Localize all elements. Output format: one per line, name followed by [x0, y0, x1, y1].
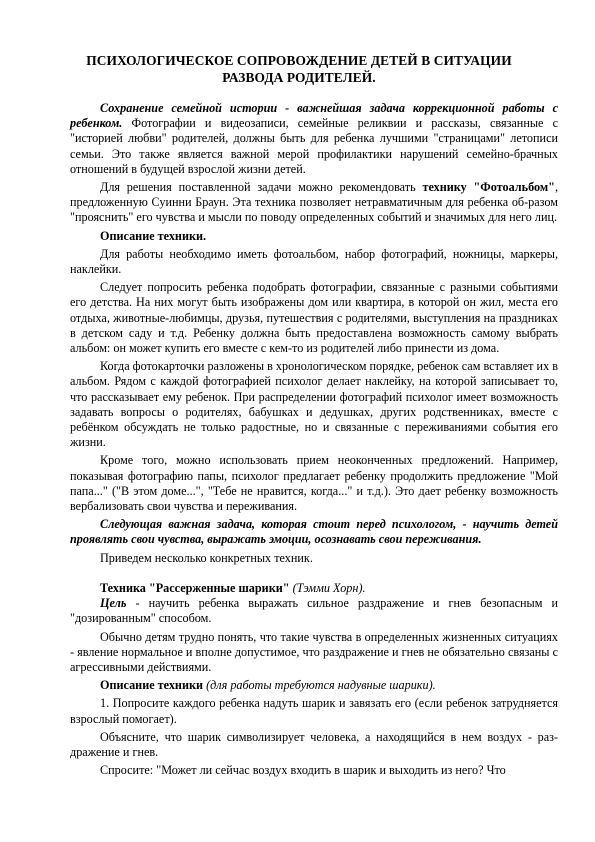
paragraph-feelings-normal: Обычно детям трудно понять, что такие чувства в определенных жизненных ситуациях - явление нормальное и вполне допустимое, что раздражение и гнев не обязательно связаны с агрессивными действиями.	[70, 629, 558, 674]
page-title	[40, 52, 558, 86]
paragraph-family-history	[70, 101, 558, 177]
body-text	[70, 101, 558, 778]
paragraph-step-1: 1. Попросите каждого ребенка надуть шарик и завязать его (если ребенок затрудняется взрослый помогает).	[70, 696, 558, 726]
technique-title: Техника "Рассерженные шарики"	[100, 580, 290, 595]
paragraph-unfinished-sentences: Кроме того, можно использовать прием неоконченных предложений. Например, показывая фотографию папы, психолог предлагает ребенку продолжить предложение "Мой папа..." ("В этом доме...", "Тебе не нравится, когда..." и т.д.). Это дает ребенку возможность вербализовать свои чувства и переживания.	[70, 453, 558, 514]
title-line-2: РАЗВОДА РОДИТЕЛЕЙ.	[222, 70, 376, 85]
paragraph-materials: Для работы необходимо иметь фотоальбом, набор фотографий, ножницы, маркеры, наклейки.	[70, 246, 558, 277]
paragraph-goal	[70, 596, 558, 626]
paragraph-text: - научить ребенка выражать сильное раздражение и гнев безопасным и "дозированным" способом.	[70, 596, 558, 626]
paragraph-ask-question: Спросите: "Может ли сейчас воздух входить в шарик и выходить из него? Что	[100, 763, 506, 778]
paragraph-next-task: Следующая важная задача, которая стоит перед психологом, - научить детей проявлять свои чувства, выражать эмоции, осознавать свои переживания.	[70, 517, 558, 547]
goal-label: Цель	[100, 596, 127, 611]
paragraph-text: Для решения поставленной задачи можно рекомендовать	[100, 180, 423, 195]
paragraph-technique-description	[70, 678, 558, 693]
title-line-1: ПСИХОЛОГИЧЕСКОЕ СОПРОВОЖДЕНИЕ ДЕТЕЙ В СИТУАЦИИ	[86, 53, 512, 68]
technique-name: технику "Фотоальбом"	[422, 180, 555, 195]
section-heading: Описание техники.	[100, 228, 207, 243]
paragraph-text: , предложенную Суинни Браун. Эта техника позволяет нетравматичным для ребенка об-разом "прояснить" его чувства и мысли по поводу определенных событий и значимых для него лиц.	[70, 180, 558, 225]
paragraph-select-photos: Следует попросить ребенка подобрать фотографии, связанные с разными событиями его детства. На них могут быть изображены дом или квартира, в которой он жил, места его отдыха, животные-любимцы, друзья, путешествия с родителями, выступления на праздниках в детском саду и т.д. Ребенку должна быть предоставлена возможность самому выбрать альбом: он может купить его вместе с кем-то из родителей либо принести из дома.	[70, 280, 558, 356]
paragraph-photoalbum-intro	[70, 180, 558, 226]
paragraph-techniques-intro: Приведем несколько конкретных техник.	[100, 550, 313, 565]
paragraph-text: Фотографии и видеозаписи, семейные реликвии и рассказы, связанные с "историей любви" родителей, должны быть для ребенка лучшими "страницами" летописи семьи. Это также является важной мерой профилактики нарушений семейно-брачных отношений в будущей взрослой жизни детей.	[70, 116, 558, 176]
technique-heading	[70, 581, 558, 596]
description-note: (для работы требуются надувные шарики).	[203, 678, 436, 693]
paragraph-explain-balloon: Объясните, что шарик символизирует человека, а находящийся в нем воздух - раз-дражение и гнев.	[70, 729, 558, 759]
description-label: Описание техники	[100, 678, 204, 693]
technique-author: (Тэмми Хорн).	[289, 580, 366, 595]
emphasis-text: Сохранение семейной истории - важнейшая задача коррекционной работы с ребенком.	[70, 101, 558, 131]
paragraph-album-process: Когда фотокарточки разложены в хронологическом порядке, ребенок сам вставляет их в альбом. Рядом с каждой фотографией психолог делает наклейку, на которой записывает то, что рассказывает ему ребенок. При распределении фотографий психолог имеет возможность задавать вопросы о родителях, бабушках и дедушках, других родственниках, вместе с ребёнком обсуждать не только радостные, но и связанные с переживаниями события его жизни.	[70, 359, 558, 450]
